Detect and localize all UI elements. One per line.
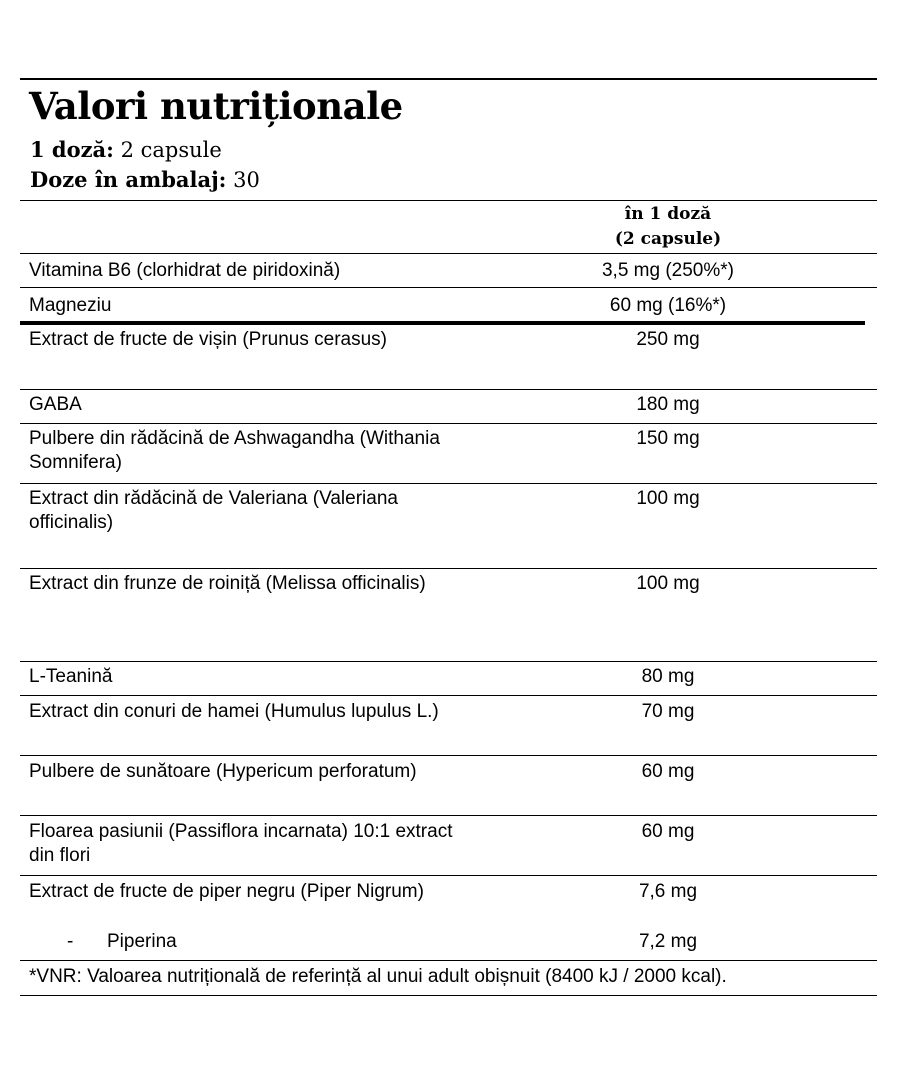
nutrient-name: Pulbere de sunătoare (Hypericum perforatum): [29, 761, 417, 782]
nutrient-amount: 70 mg: [641, 701, 695, 722]
nutrient-amount: 60 mg: [641, 821, 695, 842]
divider: [20, 568, 877, 569]
footnote: *VNR: Valoarea nutrițională de referință al unui adult obișnuit (8400 kJ / 2000 kcal).: [29, 966, 727, 987]
dose-size-value: 2 capsule: [113, 138, 222, 162]
nutrient-amount: 7,6 mg: [638, 881, 698, 902]
nutrient-name: Magneziu: [29, 295, 112, 316]
divider: [20, 661, 877, 662]
divider: [20, 423, 877, 424]
nutrient-amount: 180 mg: [636, 394, 700, 415]
nutrient-amount: 100 mg: [636, 573, 700, 594]
divider: [20, 287, 877, 288]
thick-divider: [20, 321, 865, 325]
nutrient-amount: 3,5 mg (250%*): [601, 260, 734, 281]
column-header-line2: (2 capsule): [614, 229, 722, 249]
nutrient-name: Extract din conuri de hamei (Humulus lupulus L.): [29, 701, 439, 722]
doses-per-package: [30, 167, 260, 192]
divider: [20, 389, 877, 390]
nutrient-amount: 150 mg: [636, 428, 700, 449]
dose-size: [30, 137, 222, 162]
nutrient-name: Floarea pasiunii (Passiflora incarnata) 10:1 extract din flori: [29, 821, 453, 866]
divider: [20, 875, 877, 876]
sub-nutrient-amount: 7,2 mg: [638, 931, 698, 952]
divider: [20, 200, 877, 201]
divider: [20, 483, 877, 484]
column-header: [586, 202, 750, 252]
nutrient-name: Extract de fructe de vișin (Prunus cerasus): [29, 329, 387, 350]
nutrient-name: Extract din frunze de roiniță (Melissa officinalis): [29, 573, 426, 594]
top-rule: [20, 78, 877, 80]
sub-item-dash: -: [67, 931, 74, 952]
divider: [20, 695, 877, 696]
column-header-line1: în 1 doză: [624, 204, 712, 224]
nutrient-amount: 250 mg: [636, 329, 700, 350]
divider: [20, 815, 877, 816]
doses-per-package-label: Doze în ambalaj:: [30, 167, 227, 192]
nutrient-amount: 80 mg: [641, 666, 695, 687]
nutrient-amount: 60 mg (16%*): [609, 295, 727, 316]
divider: [20, 253, 877, 254]
dose-size-label: 1 doză:: [30, 137, 114, 162]
nutrient-name: L-Teanină: [29, 666, 113, 687]
nutrient-name: Vitamina B6 (clorhidrat de piridoxină): [29, 260, 341, 281]
nutrient-amount: 60 mg: [641, 761, 695, 782]
nutrient-name: Extract de fructe de piper negru (Piper Nigrum): [29, 881, 424, 902]
page-title: Valori nutriționale: [29, 84, 403, 128]
nutrient-amount: 100 mg: [636, 488, 700, 509]
bottom-rule: [20, 995, 877, 996]
sub-nutrient-name: Piperina: [107, 931, 177, 952]
nutrient-name: GABA: [29, 394, 82, 415]
divider: [20, 755, 877, 756]
nutrient-name: Pulbere din rădăcină de Ashwagandha (Withania Somnifera): [29, 428, 440, 473]
divider: [20, 960, 877, 961]
doses-per-package-value: 30: [226, 168, 260, 192]
nutrient-name: Extract din rădăcină de Valeriana (Valeriana officinalis): [29, 488, 398, 533]
